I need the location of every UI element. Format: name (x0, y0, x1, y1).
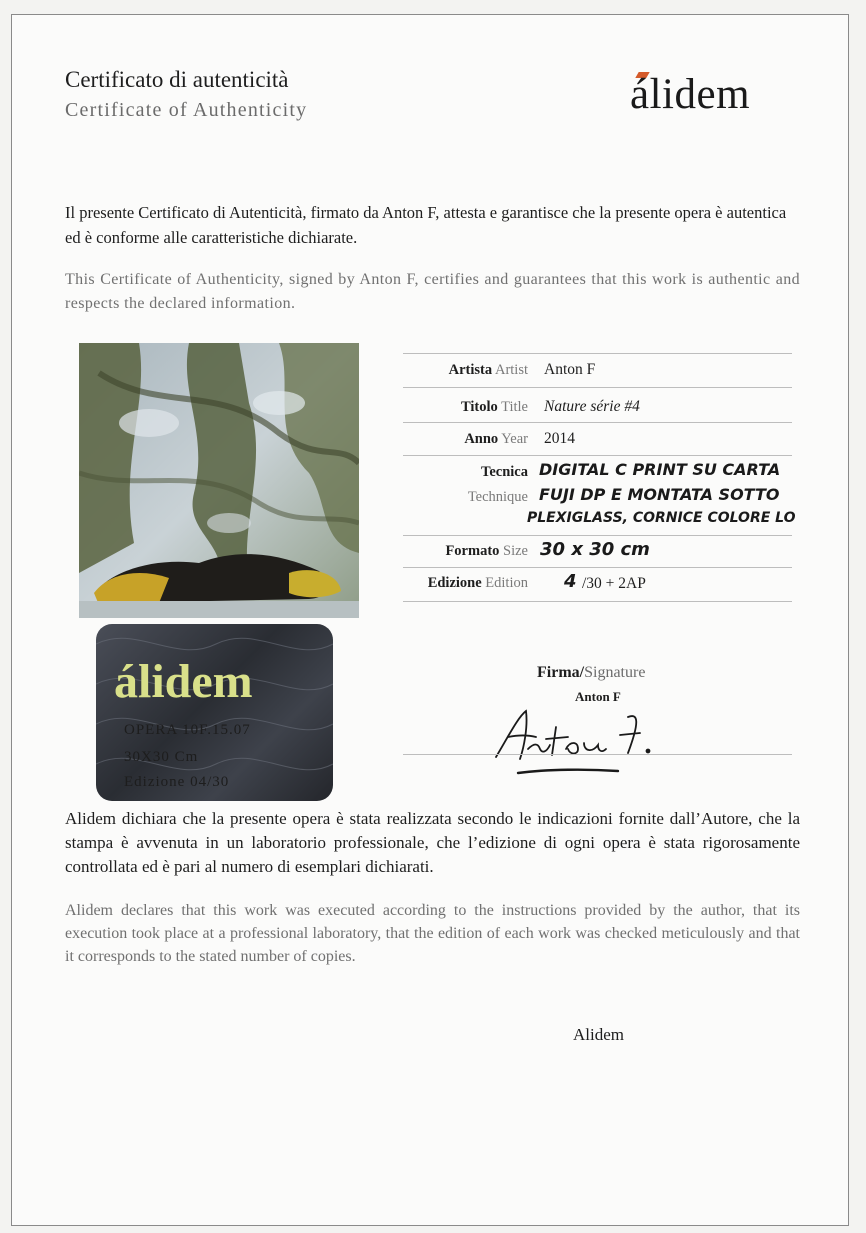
artwork-image (79, 343, 359, 618)
signature-name: Anton F (575, 689, 621, 704)
seal-logo: álidem (114, 655, 253, 708)
artist-label: Artista Artist (448, 362, 528, 378)
intro-text-en: This Certificate of Authenticity, signed by Anton F, certifies and guarantees that this work is authentic and respects the declared information. (65, 271, 800, 312)
year-label: Anno Year (464, 431, 528, 447)
artist-value: Anton F (544, 361, 596, 378)
format-row (403, 535, 792, 568)
intro-text-it: Il presente Certificato di Autenticità, firmato da Anton F, attesta e garantisce che la presente opera è autentica ed è conforme alle caratteristiche dichiarate. (65, 203, 787, 247)
declaration-text-it: Alidem dichiara che la presente opera è stata realizzata secondo le indicazioni fornite dall’Autore, che la stampa è avvenuta in un laboratorio professionale, che l’edizione di ogni opera è stata rigorosamente controllata ed è pari al numero di esemplari dichiarati. (65, 809, 800, 876)
technique-handwritten-line1: DIGITAL C PRINT SU CARTA (539, 460, 781, 479)
technique-handwritten-line2: FUJI DP E MONTATA SOTTO (539, 485, 780, 504)
edition-total: /30 + 2AP (582, 575, 646, 592)
technique-handwritten-line3: PLEXIGLASS, CORNICE COLORE LO (527, 510, 796, 526)
year-row (403, 422, 792, 456)
technique-label-en: Technique (467, 489, 528, 505)
year-value: 2014 (544, 430, 575, 447)
signature-line (403, 754, 792, 755)
seal-edition: Edizione 04/30 (124, 774, 230, 790)
declaration-text-en: Alidem declares that this work was executed according to the instructions provided by the author, that its execution took place at a professional laboratory, that the edition of each work was checked meticulously and that it corresponds to the stated number of copies. (65, 902, 800, 965)
handwritten-signature (488, 707, 658, 777)
title-value: Nature série #4 (544, 398, 640, 415)
artist-row (403, 353, 792, 388)
seal-size: 30X30 Cm (124, 749, 199, 765)
hologram-seal (96, 624, 333, 801)
edition-label: Edizione Edition (427, 575, 528, 591)
title-row (403, 387, 792, 423)
edition-row (403, 567, 792, 602)
seal-opera-code: OPERA 10F.15.07 (124, 722, 251, 738)
edition-handwritten-number: 4 (564, 571, 577, 592)
technique-row (403, 455, 796, 536)
alidem-signoff: Alidem (573, 1025, 624, 1044)
format-label: Formato Size (445, 543, 528, 559)
certificate-title-it: Certificato di autenticità (65, 67, 289, 92)
certificate-sheet (11, 14, 849, 1226)
certificate-title-en: Certificate of Authenticity (65, 99, 308, 121)
alidem-logo: álidem (630, 71, 751, 118)
signature-label: Firma/Signature (537, 664, 646, 681)
artwork-photo (79, 343, 359, 618)
title-label: Titolo Title (460, 399, 528, 415)
format-handwritten-value: 30 x 30 cm (540, 539, 650, 560)
technique-label-it: Tecnica (481, 464, 528, 480)
